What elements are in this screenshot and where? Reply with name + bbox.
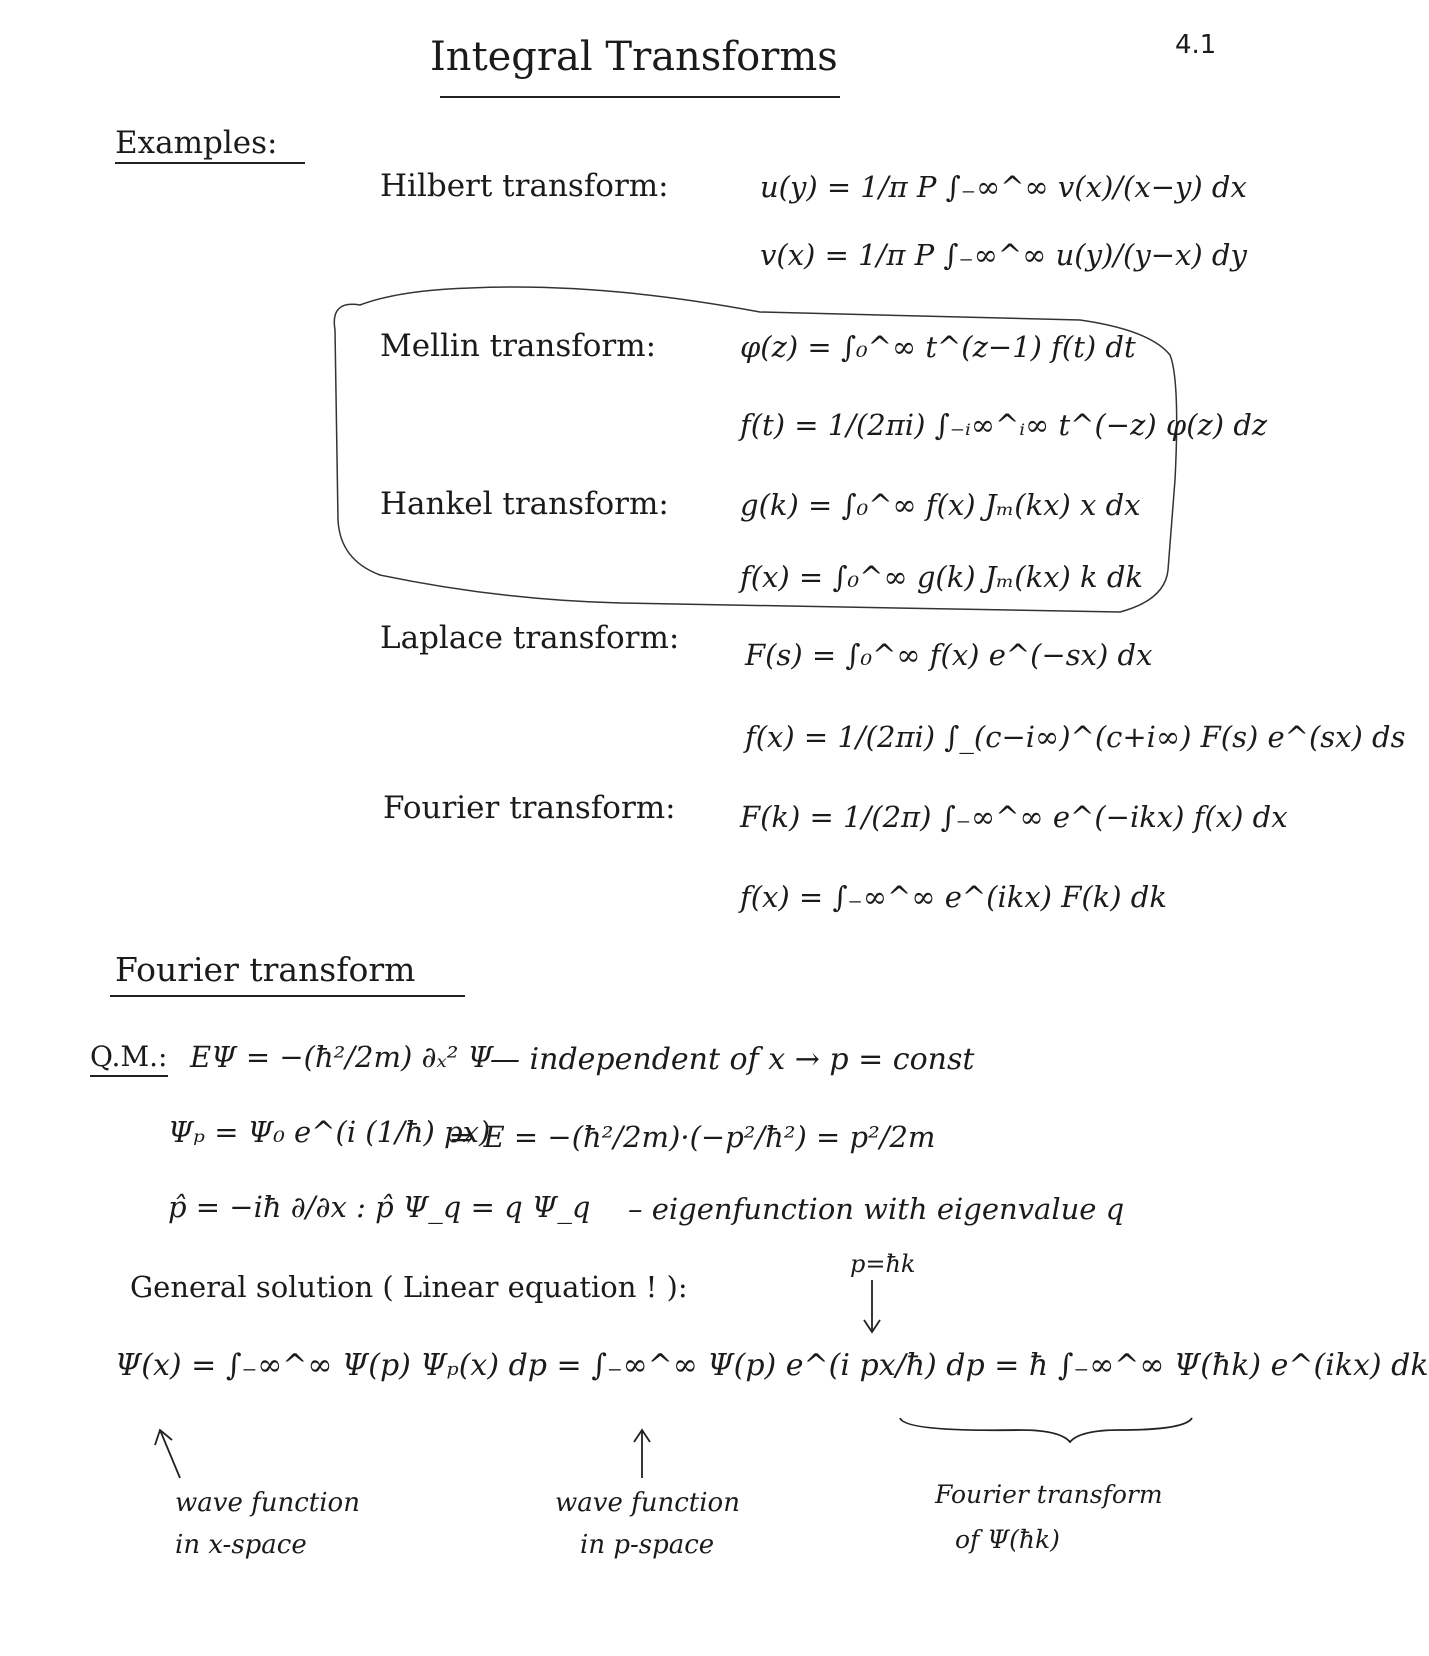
laplace-label: Laplace transform: (380, 620, 680, 656)
qm-underline (90, 1075, 168, 1077)
hilbert-eq1: u(y) = 1/π P ∫₋∞^∞ v(x)/(x−y) dx (760, 170, 1247, 204)
arrow-p-space (634, 1430, 650, 1478)
mellin-label: Mellin transform: (380, 328, 657, 364)
hilbert-eq2: v(x) = 1/π P ∫₋∞^∞ u(y)/(y−x) dy (760, 238, 1247, 272)
hilbert-label: Hilbert transform: (380, 168, 669, 204)
annot-p-line2: in p-space (580, 1530, 715, 1560)
annot-p-line1: wave function (555, 1488, 740, 1518)
mellin-eq2: f(t) = 1/(2πi) ∫₋ᵢ∞^ᵢ∞ t^(−z) φ(z) dz (740, 408, 1268, 442)
underbrace (900, 1418, 1192, 1442)
fourier-eq2: f(x) = ∫₋∞^∞ e^(ikx) F(k) dk (740, 880, 1167, 914)
qm-line1-note: — independent of x → p = const (490, 1042, 975, 1077)
laplace-eq2: f(x) = 1/(2πi) ∫_(c−i∞)^(c+i∞) F(s) e^(sx) ds (745, 720, 1406, 754)
qm-line3: p̂ = −iħ ∂/∂x : p̂ Ψ_q = q Ψ_q (168, 1190, 591, 1224)
title-underline (440, 96, 840, 98)
qm-line2-result: ⇒ E = −(ħ²/2m)·(−p²/ħ²) = p²/2m (450, 1120, 936, 1154)
annot-ft-line2: of Ψ(ħk) (955, 1525, 1060, 1554)
examples-label: Examples: (115, 125, 278, 161)
fourier-eq1: F(k) = 1/(2π) ∫₋∞^∞ e^(−ikx) f(x) dx (740, 800, 1288, 834)
annot-x-line2: in x-space (175, 1530, 307, 1560)
qm-line3-note: – eigenfunction with eigenvalue q (628, 1192, 1125, 1226)
qm-line2: Ψₚ = Ψ₀ e^(i (1/ħ) px) (168, 1115, 491, 1149)
qm-label: Q.M.: (90, 1040, 168, 1073)
hankel-label: Hankel transform: (380, 486, 669, 522)
fourier-label: Fourier transform: (383, 790, 676, 826)
examples-underline (115, 162, 305, 164)
annot-x-line1: wave function (175, 1488, 360, 1518)
mellin-eq1: φ(z) = ∫₀^∞ t^(z−1) f(t) dt (740, 330, 1136, 364)
page-number: 4.1 (1175, 30, 1217, 60)
laplace-eq1: F(s) = ∫₀^∞ f(x) e^(−sx) dx (745, 638, 1153, 672)
arrow-x-space (155, 1430, 180, 1478)
annot-ft-line1: Fourier transform (935, 1480, 1163, 1509)
general-solution-label: General solution ( Linear equation ! ): (130, 1270, 688, 1304)
final-equation: Ψ(x) = ∫₋∞^∞ Ψ(p) Ψₚ(x) dp = ∫₋∞^∞ Ψ(p) e^(i px/ħ) dp = ħ ∫₋∞^∞ Ψ(ħk) e^(ikx) dk (115, 1348, 1429, 1383)
hankel-eq1: g(k) = ∫₀^∞ f(x) Jₘ(kx) x dx (740, 488, 1141, 522)
hankel-eq2: f(x) = ∫₀^∞ g(k) Jₘ(kx) k dk (740, 560, 1143, 594)
fourier-heading-underline (110, 995, 465, 997)
qm-line1: EΨ = −(ħ²/2m) ∂ₓ² Ψ (190, 1040, 494, 1074)
arrow-p-hk (864, 1280, 880, 1332)
fourier-section-heading: Fourier transform (115, 950, 416, 989)
p-equals-hk: p=ħk (850, 1250, 916, 1278)
page-title: Integral Transforms (430, 34, 838, 80)
